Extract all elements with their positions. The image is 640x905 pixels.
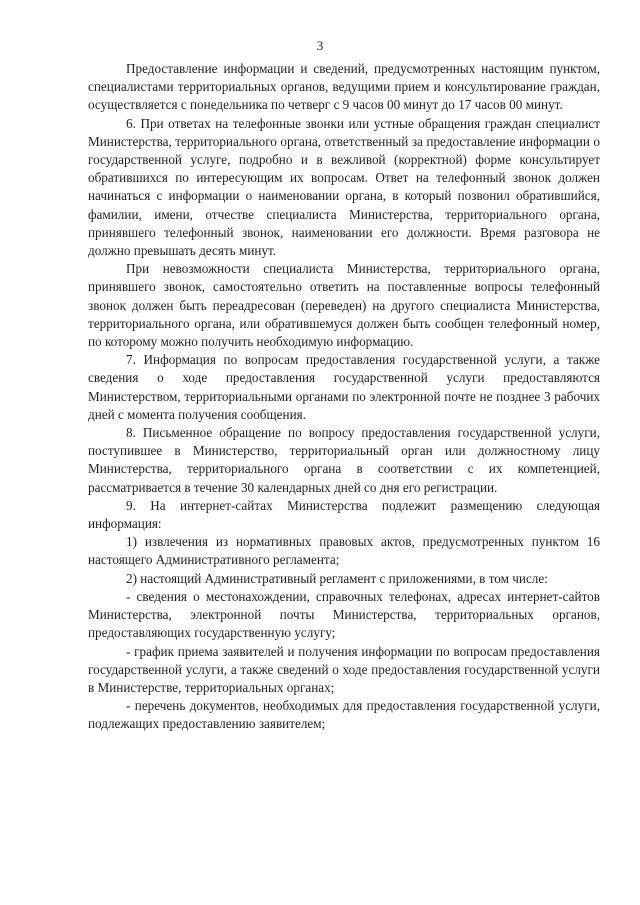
paragraph-8-written-request: 8. Письменное обращение по вопросу предоставления государственной услуги, поступившее в Министерство, территориальный орган или должностному лицу Министерства, территориального органа в соответствии с их компетенцией, рассматривается в течение 30 календарных дней со дня его регистрации. — [88, 425, 600, 495]
list-item-location-contacts: - сведения о местонахождении, справочных телефонах, адресах интернет-сайтов Министерства, электронной почты Министерства, территориальных органов, предоставляющих государственную услугу; — [88, 588, 600, 641]
list-item-reception-schedule: - график приема заявителей и получения информации по вопросам предоставления государственной услуги, а также сведений о ходе предоставления государственной услуги в Министерстве, территориальных органах; — [88, 643, 600, 695]
list-item-2-regulation: 2) настоящий Административный регламент с приложениями, в том числе: — [126, 570, 548, 586]
paragraph-consultation-hours: Предоставление информации и сведений, предусмотренных настоящим пунктом, специалистами территориальных органов, ведущими прием и консультирование граждан, осуществляется с понедельника по четверг с 9 часов 00 минут до 17 часов 00 минут. — [88, 61, 600, 113]
paragraph-7-email-info: 7. Информация по вопросам предоставления государственной услуги, а также сведения о ходе предоставления государственной услуги предоставляются Министерством, территориальными органами по электронной почте не позднее 3 рабочих дней с момента получения сообщения. — [88, 352, 600, 422]
paragraph-9-website-info: 9. На интернет-сайтах Министерства подлежит размещению следующая информация: — [88, 497, 600, 532]
page-number: 3 — [316, 38, 324, 53]
paragraph-6-phone-calls: 6. При ответах на телефонные звонки или устные обращения граждан специалист Министерства, территориального органа, ответственный за предоставление информации о государственной услуге, подробно и в вежливой (корректной) форме консультирует обратившихся по интересующим их вопросам. Ответ на телефонный звонок должен начинаться с информации о наименовании органа, в который позвонил обратившийся, фамилии, имени, отчестве специалиста Министерства, территориального органа, принявшего телефонный звонок, наименовании его должности. Время разговора не должно превышать десять минут. — [88, 115, 600, 259]
document-body — [88, 60, 600, 734]
list-item-1-legal-extracts: 1) извлечения из нормативных правовых актов, предусмотренных пунктом 16 настоящего Административного регламента; — [88, 534, 600, 568]
list-item-documents-list: - перечень документов, необходимых для предоставления государственной услуги, подлежащих предоставлению заявителем; — [88, 698, 600, 732]
paragraph-call-redirect: При невозможности специалиста Министерства, территориального органа, принявшего звонок, самостоятельно ответить на поставленные вопросы телефонный звонок должен быть переадресован (переведен) на другого специалиста Министерства, территориального органа, или обратившемуся должен быть сообщен телефонный номер, по которому можно получить необходимую информацию. — [88, 261, 600, 350]
